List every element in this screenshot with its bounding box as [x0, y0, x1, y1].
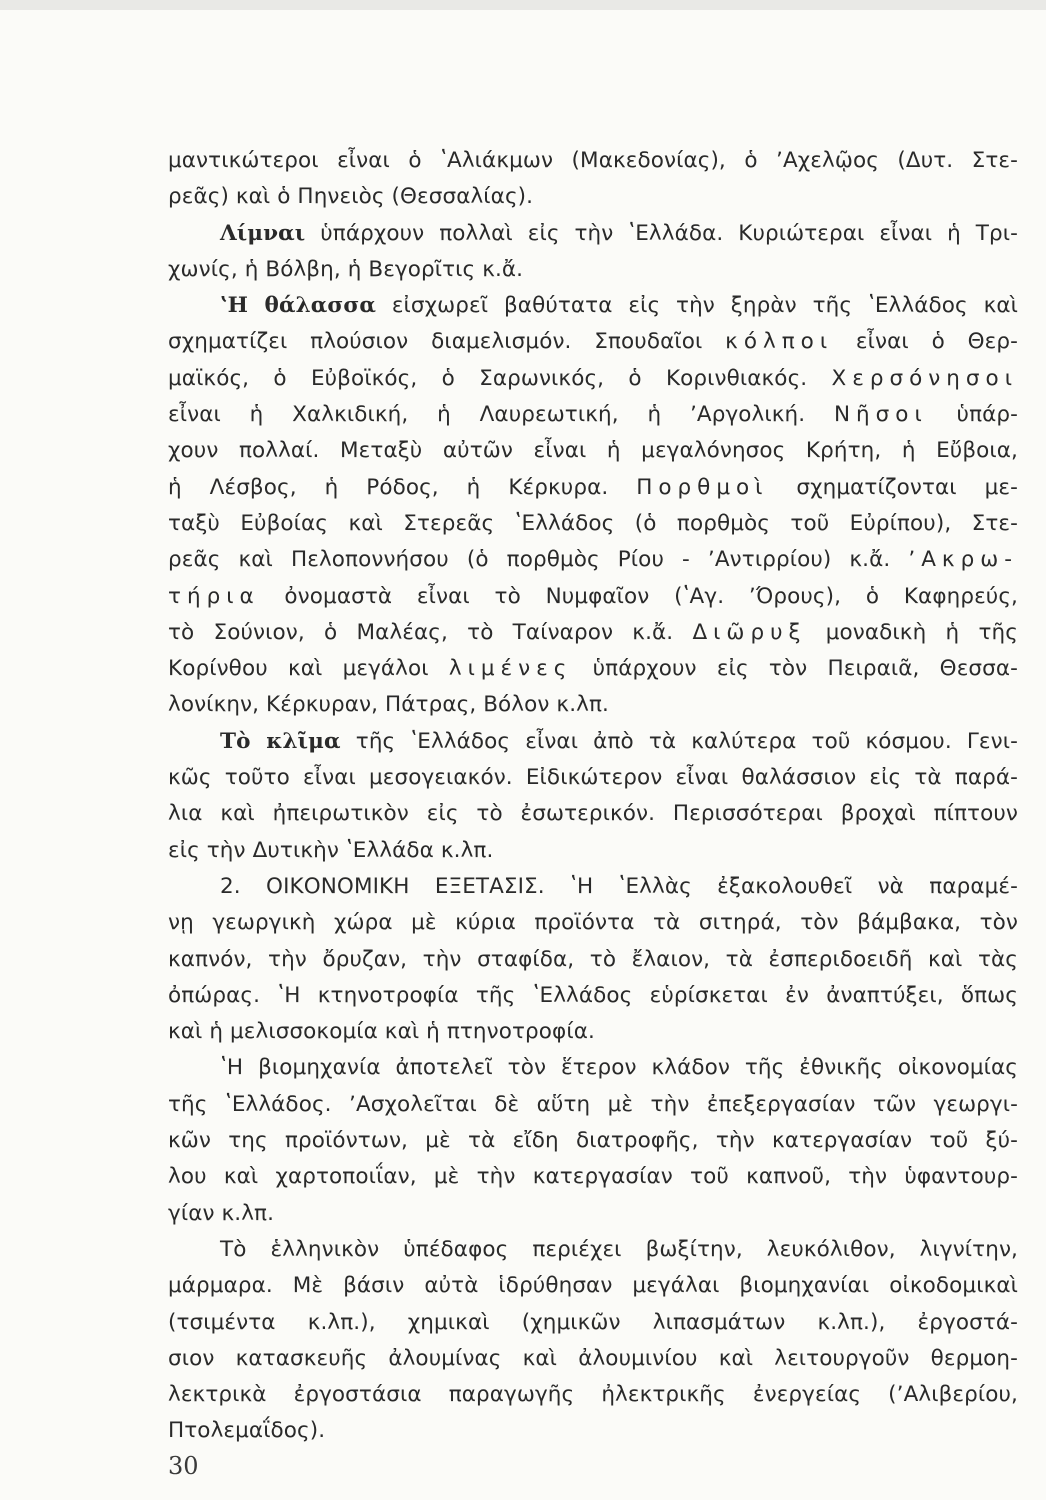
spaced-term: λιμένες	[448, 656, 573, 682]
line-text: τῆς ʽΕλλάδος. ʼΑσχολεῖται δὲ αὕτη μὲ τὴν ἐπεξεργασίαν τῶν γεωργι-	[168, 1091, 1018, 1117]
line-text: κῶν της προϊόντων, μὲ τὰ εἴδη διατροφῆς, τὴν κατεργασίαν τοῦ ξύ-	[168, 1128, 1018, 1154]
bold-term: Λίμναι	[220, 220, 306, 246]
line-text: σιον κατασκευῆς ἀλουμίνας καὶ ἀλουμινίου καὶ λειτουργοῦν θερμοη-	[168, 1345, 1018, 1371]
line-text: καὶ ἡ μελισσοκομία καὶ ἡ πτηνοτροφία.	[168, 1019, 595, 1045]
line-text: Τὸ ἑλληνικὸν ὑπέδαφος περιέχει βωξίτην, λευκόλιθον, λιγνίτην,	[220, 1236, 1018, 1262]
text-line	[168, 470, 1018, 506]
line-text: ὀπώρας. ʽΗ κτηνοτροφία τῆς ʽΕλλάδος εὑρίσκεται ἐν ἀναπτύξει, ὅπως	[168, 982, 1018, 1008]
line-text: τῆς ʽΕλλάδος εἶναι ἀπὸ τὰ καλύτερα τοῦ κόσμου. Γενι-	[340, 728, 1018, 754]
line-text: χουν πολλαί. Μεταξὺ αὐτῶν εἶναι ἡ μεγαλόνησος Κρήτη, ἡ Εὔβοια,	[168, 438, 1018, 464]
text-line	[168, 1377, 1018, 1413]
text-line	[168, 179, 1018, 215]
text-line	[168, 1413, 1018, 1449]
text-line	[168, 796, 1018, 832]
text-line	[168, 1341, 1018, 1377]
line-text: ὑπάρχουν εἰς τὸν Πειραιᾶ, Θεσσα-	[572, 656, 1018, 682]
text-line	[168, 324, 1018, 360]
text-line	[168, 942, 1018, 978]
text-line	[168, 579, 1018, 615]
line-text: 2. ΟΙΚΟΝΟΜΙΚΗ ΕΞΕΤΑΣΙΣ. ʽΗ ʽΕλλὰς ἐξακολουθεῖ νὰ παραμέ-	[220, 873, 1018, 899]
text-line	[168, 252, 1018, 288]
line-text: ρεᾶς καὶ Πελοποννήσου (ὁ πορθμὸς Ρίου - ʼΑντιρρίου) κ.ἄ.	[168, 547, 909, 573]
line-text: σχηματίζονται με-	[768, 474, 1018, 500]
line-text: ρεᾶς) καὶ ὁ Πηνειὸς (Θεσσαλίας).	[168, 184, 534, 210]
text-line	[168, 216, 1018, 252]
line-text: μοναδικὴ ἡ τῆς	[806, 619, 1018, 645]
text-line	[168, 433, 1018, 469]
line-text: εἶναι ἡ Χαλκιδική, ἡ Λαυρεωτική, ἡ ʼΑργολική.	[168, 402, 834, 428]
text-line	[168, 687, 1018, 723]
body-text	[168, 143, 1018, 1450]
text-line	[168, 1196, 1018, 1232]
line-text: ὀνομαστὰ εἶναι τὸ Νυμφαῖον (ʽΑγ. ʼΌρους), ὁ Καφηρεύς,	[259, 583, 1018, 609]
bold-term: ʽΗ θάλασσα	[220, 293, 376, 319]
page-number: 30	[168, 1452, 199, 1480]
spaced-term: ʼΑκρω-	[908, 547, 1018, 573]
text-line	[168, 1232, 1018, 1268]
line-text: σχηματίζει πλούσιον διαμελισμόν. Σπουδαῖοι	[168, 329, 726, 355]
line-text: εἰς τὴν Δυτικὴν ʽΕλλάδα κ.λπ.	[168, 837, 494, 863]
text-line	[168, 542, 1018, 578]
line-text: γίαν κ.λπ.	[168, 1200, 275, 1226]
line-text: ὑπάρ-	[927, 402, 1018, 428]
text-line	[168, 615, 1018, 651]
spaced-term: τήρια	[168, 583, 260, 609]
text-line	[168, 361, 1018, 397]
line-text: καπνόν, τὴν ὄρυζαν, τὴν σταφίδα, τὸ ἔλαιον, τὰ ἐσπεριδοειδῆ καὶ τὰς	[168, 946, 1018, 972]
text-line	[168, 506, 1018, 542]
line-text: Κορίνθου καὶ μεγάλοι	[168, 656, 449, 682]
line-text: Πτολεμαΐδος).	[168, 1418, 326, 1444]
text-line	[168, 1268, 1018, 1304]
line-text: ἡ Λέσβος, ἡ Ρόδος, ἡ Κέρκυρα.	[168, 474, 637, 500]
line-text: λια καὶ ἠπειρωτικὸν εἰς τὸ ἐσωτερικόν. Περισσότεραι βροχαὶ πίπτουν	[168, 801, 1018, 827]
text-line	[168, 651, 1018, 687]
line-text: μαϊκός, ὁ Εὐβοϊκός, ὁ Σαρωνικός, ὁ Κορινθιακός.	[168, 365, 832, 391]
text-line	[168, 143, 1018, 179]
text-line	[168, 288, 1018, 324]
spaced-term: Διῶρυξ	[692, 619, 807, 645]
line-text: ὑπάρχουν πολλαὶ εἰς τὴν ʽΕλλάδα. Κυριώτεραι εἶναι ἡ Τρι-	[305, 220, 1018, 246]
bold-term: Τὸ κλῖμα	[220, 728, 341, 754]
text-line	[168, 397, 1018, 433]
text-line	[168, 1159, 1018, 1195]
text-line	[168, 869, 1018, 905]
spaced-term: Χερσόνησοι	[831, 365, 1018, 391]
text-line	[168, 1305, 1018, 1341]
text-line	[168, 905, 1018, 941]
text-line	[168, 978, 1018, 1014]
text-line	[168, 724, 1018, 760]
line-text: εἶναι ὁ Θερ-	[833, 329, 1019, 355]
spaced-term: Πορθμοὶ	[636, 474, 769, 500]
page-top-shadow	[0, 0, 1046, 10]
text-line	[168, 1087, 1018, 1123]
text-line	[168, 1014, 1018, 1050]
spaced-term: Νῆσοι	[833, 402, 928, 428]
line-text: ʽΗ βιομηχανία ἀποτελεῖ τὸν ἕτερον κλάδον τῆς ἐθνικῆς οἰκονομίας	[220, 1055, 1018, 1081]
line-text: τὸ Σούνιον, ὁ Μαλέας, τὸ Ταίναρον κ.ἄ.	[168, 619, 693, 645]
line-text: μαντικώτεροι εἶναι ὁ ʽΑλιάκμων (Μακεδονίας), ὁ ʼΑχελῷος (Δυτ. Στε-	[168, 148, 1018, 173]
line-text: ταξὺ Εὐβοίας καὶ Στερεᾶς ʽΕλλάδος (ὁ πορθμὸς τοῦ Εὐρίπου), Στε-	[168, 510, 1018, 536]
line-text: κῶς τοῦτο εἶναι μεσογειακόν. Εἰδικώτερον εἶναι θαλάσσιον εἰς τὰ παρά-	[168, 765, 1018, 791]
line-text: λου καὶ χαρτοποιΐαν, μὲ τὴν κατεργασίαν τοῦ καπνοῦ, τὴν ὑφαντουρ-	[168, 1164, 1018, 1190]
text-line	[168, 833, 1018, 869]
text-line	[168, 1123, 1018, 1159]
line-text: λεκτρικὰ ἐργοστάσια παραγωγῆς ἠλεκτρικῆς ἐνεργείας (ʼΑλιβερίου,	[168, 1382, 1018, 1408]
text-line	[168, 1050, 1018, 1086]
spaced-term: κόλποι	[725, 329, 834, 355]
line-text: (τσιμέντα κ.λπ.), χημικαὶ (χημικῶν λιπασμάτων κ.λπ.), ἐργοστά-	[168, 1309, 1018, 1335]
line-text: λονίκην, Κέρκυραν, Πάτρας, Βόλον κ.λπ.	[168, 692, 609, 718]
line-text: νῃ γεωργικὴ χώρα μὲ κύρια προϊόντα τὰ σιτηρά, τὸν βάμβακα, τὸν	[168, 910, 1018, 936]
text-line	[168, 760, 1018, 796]
line-text: χωνίς, ἡ Βόλβη, ἡ Βεγορῖτις κ.ἄ.	[168, 256, 524, 282]
line-text: εἰσχωρεῖ βαθύτατα εἰς τὴν ξηρὰν τῆς ʽΕλλάδος καὶ	[375, 293, 1018, 319]
line-text: μάρμαρα. Μὲ βάσιν αὐτὰ ἱδρύθησαν μεγάλαι βιομηχανίαι οἰκοδομικαὶ	[168, 1273, 1018, 1299]
